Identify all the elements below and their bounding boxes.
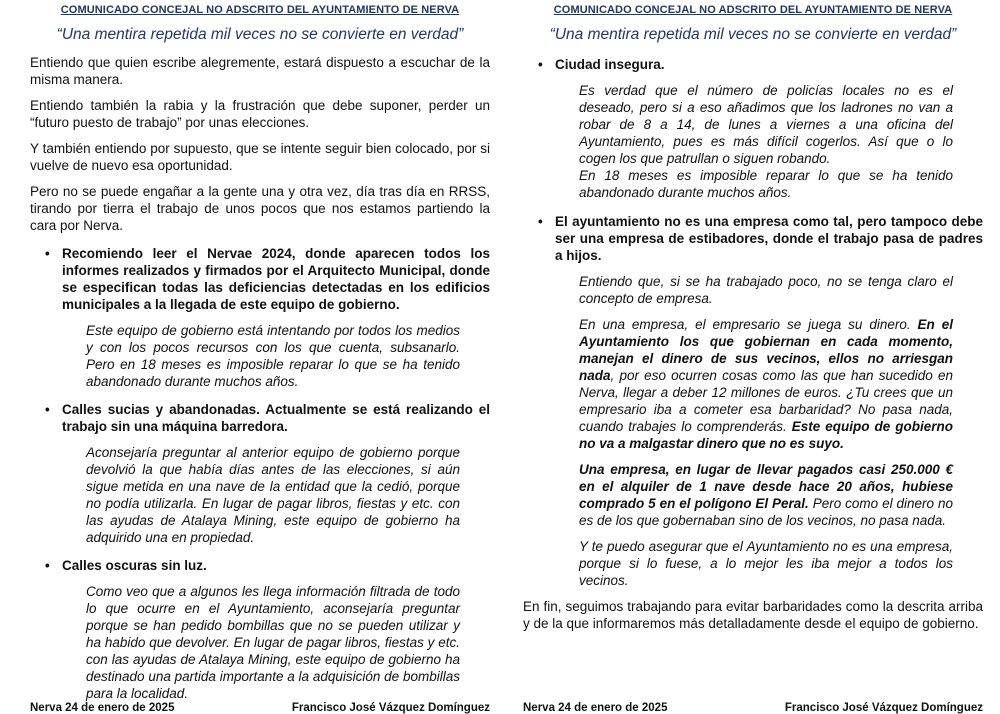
closing-paragraph: En fin, seguimos trabajando para evitar barbaridades como la descrita arriba y de la que informaremos más detalladamente desde el equipo de gobierno. (523, 599, 983, 631)
bullet-text (523, 461, 983, 529)
footer-date: Nerva 24 de enero de 2025 (30, 702, 175, 714)
bullet-title: • Calles oscuras sin luz. (30, 557, 490, 574)
footer-date: Nerva 24 de enero de 2025 (523, 702, 668, 714)
bullet-text: Este equipo de gobierno está intentando por todos los medios y con los pocos recursos con los que cuenta, subsanarlo. Pero en 18 meses es imposible reparar lo que se ha tenido abandonado durante muchos años. (86, 323, 460, 389)
text-run-bold: Este equipo de gobierno no va a malgastar dinero que no es suyo. (579, 419, 953, 451)
bullet-title: • Calles sucias y abandonadas. Actualmente se está realizando el trabajo sin una máquina barredora. (30, 401, 490, 435)
paragraph: Entiendo también la rabia y la frustración que debe suponer, perder un “futuro puesto de trabajo” por unas elecciones. (30, 98, 490, 130)
bullet-text: Como veo que a algunos les llega información filtrada de todo lo que ocurre en el Ayuntamiento, aconsejaría preguntar porque se han pedido bombillas que no se pueden utilizar y ha habido que devolver. En lugar de pagar libros, fiestas y etc. con las ayudas de Atalaya Mining, este equipo de gobierno ha destinado una partida importante a la adquisición de bombillas para la localidad. (86, 584, 460, 701)
headline-quote: “Una mentira repetida mil veces no se convierte en verdad” (549, 26, 957, 43)
bullet-text: Y te puedo asegurar que el Ayuntamiento no es una empresa, porque si lo fuese, a lo mejor les iba mejor a todos los vecinos. (579, 539, 953, 588)
bullet-text (523, 316, 983, 452)
bullet-title: • Recomiendo leer el Nervae 2024, donde aparecen todos los informes realizados y firmados por el Arquitecto Municipal, donde se especifican todas las deficiencias detectadas en los edificios municipales a la llegada de este equipo de gobierno. (30, 245, 490, 313)
bullet-text: En 18 meses es imposible reparar lo que se ha tenido abandonado durante muchos años. (579, 168, 953, 200)
bullet-text: Es verdad que el número de policías locales no es el deseado, pero si a eso añadimos que los ladrones no van a robar de 8 a 14, de lunes a viernes a una oficina del Ayuntamiento, pues es más difícil cogerlos. Así que o lo cogen los que patrullan o siguen robando. (579, 83, 953, 166)
text-run-bold: Una empresa, en lugar de llevar pagados casi 250.000 € en el alquiler de 1 nave desde hace 20 años, hubiese comprado 5 en el polígono El Peral. (579, 462, 953, 511)
text-run: En una empresa, el empresario se juega su dinero. (579, 317, 918, 332)
text-run-bold: En el Ayuntamiento los que gobiernan en cada momento, manejan el dinero de sus vecinos, ellos no arriesgan nada (579, 317, 953, 383)
text-run: Pero como el dinero no es de los que gobernaban sino de los vecinos, no pasa nada. (579, 496, 953, 528)
page-2 (523, 0, 983, 714)
bullet-text: Entiendo que, si se ha trabajado poco, no se tenga claro el concepto de empresa. (579, 274, 953, 306)
footer-signature: Francisco José Vázquez Domínguez (784, 702, 983, 714)
bullet-title: • El ayuntamiento no es una empresa como tal, pero tampoco debe ser una empresa de estibadores, donde el trabajo pasa de padres a hijos. (523, 213, 983, 264)
paragraph: Y también entiendo por supuesto, que se intente seguir bien colocado, por si vuelve de nuevo esa oportunidad. (30, 141, 490, 173)
paragraph: Pero no se puede engañar a la gente una y otra vez, día tras día en RRSS, tirando por tierra el trabajo de unos pocos que nos estamos partiendo la cara por Nerva. (30, 184, 490, 233)
headline-quote: “Una mentira repetida mil veces no se convierte en verdad” (56, 26, 464, 43)
paragraph: Entiendo que quien escribe alegremente, estará dispuesto a escuchar de la misma manera. (30, 55, 490, 87)
bullet-text: Aconsejaría preguntar al anterior equipo de gobierno porque devolvió la que había días antes de las elecciones, si aún sigue metida en una nave de la entidad que la cedió, porque no podía utilizarla. En lugar de pagar libros, fiestas y etc. con las ayudas de Atalaya Mining, este equipo de gobierno ha adquirido una en propiedad. (86, 445, 460, 545)
bullet-title: • Ciudad insegura. (523, 56, 983, 73)
document-header: COMUNICADO CONCEJAL NO ADSCRITO DEL AYUNTAMIENTO DE NERVA (60, 4, 460, 16)
page-1 (30, 0, 490, 714)
footer-signature: Francisco José Vázquez Domínguez (291, 702, 490, 714)
document-header: COMUNICADO CONCEJAL NO ADSCRITO DEL AYUNTAMIENTO DE NERVA (553, 4, 953, 16)
text-run: , por eso ocurren cosas como las que han sucedido en Nerva, llegar a deber 12 millones de euros. ¿Tu crees que un empresario iba a cometer esa barbaridad? No pasa nada, cuando trabajes lo comprenderás. (579, 368, 953, 434)
